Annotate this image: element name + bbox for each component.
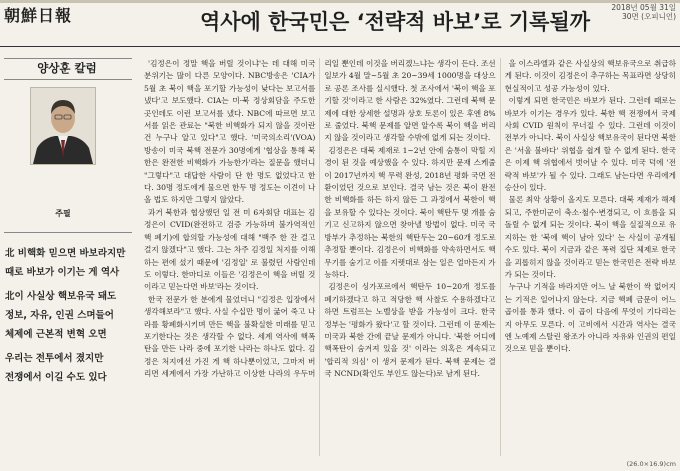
body-paragraph: '김정은이 정말 핵을 버릴 것이냐'는 데 대해 미국 분위기는 많이 다른 모양이다. NBC방송은 'CIA가 5월 초 북이 핵을 포기할 가능성이 낮다는 보고서를 냈다'고 보도했다. CIA는 미·북 정상회담을 주도한 곳인데도 이런 보고서를 냈다. NBC에 따르면 보고서를 읽은 관료는 "북한 비핵화가 되지 않을 것이란 건 누구나 알고 있다"고 했다. '미국의소리'(VOA) 방송이 미국 북핵 전문가 30명에게 '협상을 통해 북한은 완전한 비핵화가 가능한가'라는 질문을 했더니 "그렇다"고 대답한 사람이 단 한 명도 없었다고 한다. 30명 정도에게 물으면 한두 명 정도는 이견이 나올 법도 하지만 그렇지 않았다. — [144, 59, 316, 205]
body-paragraph: 누구나 기적을 바라지만 어느 날 북한이 싹 없어지는 기적은 일어나지 않는다. 지금 핵폐 금문이 어느 곱이를 통과 했다. 이 곱이 다음에 무엇이 기다리는지 아무도 모른다. 이 고비에서 시간과 역사는 결국엔 노예제 스탈린 왕조가 아니라 자유와 인권의 편일 것으로 믿을 뿐이다. — [504, 282, 676, 354]
body-paragraph: 을 이스라엘과 같은 사실상의 핵보유국으로 취급하게 된다. 이것이 김정은이 추구하는 목표라면 상당히 현실적이고 성공 가능성이 있다. — [504, 59, 676, 93]
headline-divider — [0, 46, 680, 47]
pull-quote: 北이 사실상 핵보유국 돼도 정보, 자유, 인권 스며들어 체제에 근본적 변혁 오면 — [5, 291, 117, 340]
body-paragraph: 물론 최악 상황이 올지도 모른다. 대북 제재가 해제되고, 주한미군이 축소·철수·변경되고, 이 흐름을 되돌릴 수 없게 되는 것이다. 북이 핵을 실질적으로 유지하는 한 '북에 핵이 남아 있다' 는 사실이 공개될 수도 있다. 북이 지금과 같은 폭력 집단 체제로 한국을 괴롭히지 않을 것이라고 믿는 한국민은 전략 바보가 되는 것이다. — [504, 195, 676, 279]
sidebar-name-rule — [4, 79, 132, 80]
body-paragraph: 한국 전문가 한 분에게 물었더니 "김정은 입장에서 생각해보라"고 했다. 사실 수십만 명이 굶어 죽고 나라를 황폐화시키며 만든 핵을 불확실한 미래를 믿고 포기한다는 것은 생각할 수 없다. 세계 역사에 핵폭탄을 만든 나라 중에 포기한 나라는 하나도 없다. 김정은 처지에선 가진 게 핵 하나뿐이었고, 그마저 버리면 세계에서 가장 가난하고 이상한 나라의 우두머리일 뿐인데 이것을 버리겠느냐는 생각이 든다. 조선일보가 4월 말~5월 초 20~39세 1000명을 대상으로 공론 조사를 실시했다. 첫 조사에서 '북이 핵을 포기할 것'이라고 한 사람은 32%였다. 그런데 북핵 문제에 대한 상세한 설명과 상호 토론이 있은 후엔 8%로 줄었다. 북핵 문제를 알면 알수록 북이 핵을 버리지 않을 것이라고 생각할 수밖에 없게 되는 것이다. — [144, 59, 496, 379]
top-rule — [0, 0, 680, 3]
newspaper-masthead: 朝鮮日報 — [4, 6, 73, 25]
page-section: 30면 (오피니언) — [621, 12, 676, 21]
body-paragraph: 김정은은 대북 제재로 1~2년 안에 숨통이 막힐 지경이 된 것을 예상했을 수 있다. 하지만 문재 스케줄이 2017년까지 핵 무력 완성, 2018년 평화 국면 전환이었던 것으로 보인다. 결국 남는 것은 북이 완전한 비핵화를 하든 하지 않든 그 과정에서 북한이 핵을 보유할 수 있다는 것이다. 북이 핵탄두 몇 개를 숨기고 신고하지 않으면 찾아낼 방법이 없다. 미국 국방부가 추정하는 북한의 핵탄두는 20~60개 정도로 추정할 뿐이다. 김정은이 비핵화를 약속하면서도 핵 무기를 숨기고 이를 지렛대로 삼는 일은 얼마든지 가능하다. — [324, 145, 496, 279]
pull-quotes — [5, 244, 133, 392]
body-paragraph: 과거 북한과 협상했던 일 전 미 6자회담 대표는 김정은이 CVID(완전하고 검증 가능하며 불가역적인 핵 폐기)에 합의할 가능성에 대해 "백주 한 잔 걸고 걸지 않겠다"고 했다. 그는 차주 김정일 처지를 이해하는 편에 섰기 때문에 '김정일' 로 불렸던 사람인데도 이렇다. 한마디로 이들은 '김정은이 핵을 버릴 것이라고 믿는다면 바보'라는 것이다. — [144, 207, 316, 292]
issue-date: 2018년 05월 31일 — [611, 3, 676, 12]
author-photo-icon — [31, 88, 95, 164]
body-paragraph: 김정은이 싱가포르에서 핵탄두 10~20개 정도를 폐기하겠다고 하고 적당한 핵 사찰도 수용하겠다고 하면 트럼프는 노벨상을 받을 가능성이 크다. 한국 정부는 '평화가 왔다'고 할 것이다. 그런데 이 문제는 미국과 북한 간에 끝날 문제가 아니다. '북한 어디에 핵폭탄이 숨겨져 있을 것' 이라는 의혹은 계속되고 '합리적 의심' 이 생겨 문제가 된다. 북핵 문제는 결국 NCND(확인도 부인도 않는다)로 남게 된다. — [324, 282, 496, 379]
print-size-caption: (26.0×16.9)cm — [626, 460, 676, 468]
pull-quote: 우리는 전투에서 졌지만 전쟁에서 이길 수도 있다 — [5, 353, 107, 383]
sidebar-quote-rule — [4, 232, 132, 233]
column-name: 양상훈 칼럼 — [37, 61, 97, 75]
article-headline: 역사에 한국민은 ‘전략적 바보’로 기록될까 — [199, 10, 591, 34]
author-title: 주필 — [55, 209, 71, 218]
sidebar-top-rule — [4, 58, 132, 59]
pull-quote: 北 비핵화 믿으면 바보라지만 때로 바보가 이기는 게 역사 — [5, 248, 126, 278]
article-body — [144, 58, 676, 456]
author-portrait — [30, 87, 96, 165]
body-paragraph: 이렇게 되면 한국민은 바보가 된다. 그런데 때로는 바보가 이기는 경우가 있다. 북한 핵 전쟁에서 국제사회 CVID 원칙이 무너질 수 있다. 그런데 이것이 전부가 아니다. 북이 사실상 핵보유국이 된다면 북한은 '서울 불바다' 위협을 쉽게 할 수 없게 된다. 한국은 이제 핵 위협에서 벗어날 수 있다. 미국 덕에 '전략적 바보'가 될 수 있다. 그래도 남는다면 우리에게 승산이 있다. — [504, 96, 676, 193]
